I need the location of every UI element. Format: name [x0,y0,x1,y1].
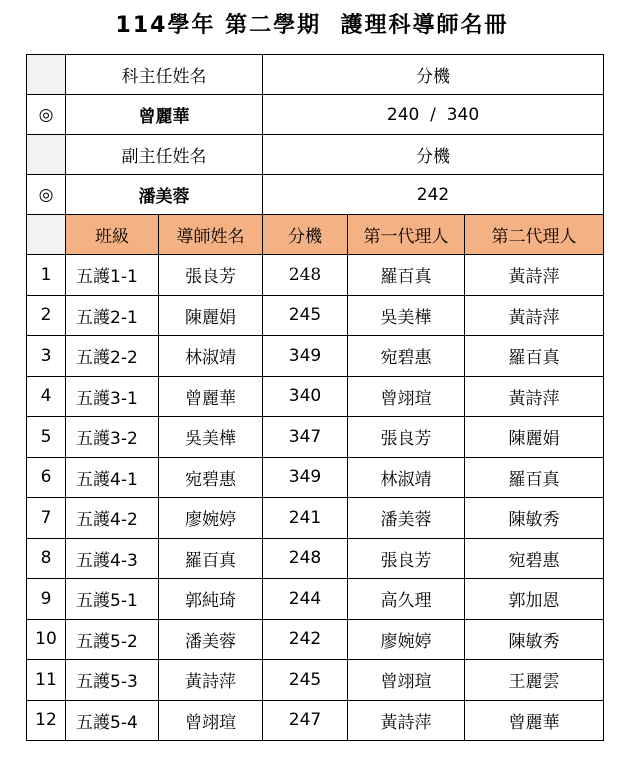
tutor-name: 陳麗娟 [159,295,263,336]
row-number: 2 [27,295,66,336]
tutor-ext: 245 [263,660,348,701]
first-deputy: 曾翊瑄 [348,376,465,417]
tutor-ext: 248 [263,255,348,296]
second-deputy: 羅百真 [465,336,604,377]
class-name: 五護5-2 [66,619,159,660]
tutor-ext: 247 [263,700,348,741]
class-name: 五護5-1 [66,579,159,620]
second-deputy: 曾麗華 [465,700,604,741]
class-name: 五護2-2 [66,336,159,377]
second-deputy: 郭加恩 [465,579,604,620]
vice-header-row [27,135,604,175]
first-deputy: 黃詩萍 [348,700,465,741]
table-row [27,457,604,498]
table-row [27,660,604,701]
second-deputy: 陳麗娟 [465,417,604,458]
class-name: 五護5-3 [66,660,159,701]
row-number: 9 [27,579,66,620]
blank-cell [27,135,66,175]
blank-cell [27,55,66,95]
vice-ext-label: 分機 [263,135,604,175]
first-deputy: 林淑靖 [348,457,465,498]
class-name: 五護3-2 [66,417,159,458]
first-deputy: 曾翊瑄 [348,660,465,701]
director-ext: 240 / 340 [263,95,604,135]
col-header-class: 班級 [66,215,159,255]
second-deputy: 王麗雲 [465,660,604,701]
class-name: 五護5-4 [66,700,159,741]
col-header-tutor: 導師姓名 [159,215,263,255]
tutor-name: 羅百真 [159,538,263,579]
table-row [27,295,604,336]
vice-label: 副主任姓名 [66,135,263,175]
class-name: 五護3-1 [66,376,159,417]
second-deputy: 黃詩萍 [465,295,604,336]
second-deputy: 宛碧惠 [465,538,604,579]
tutor-ext: 347 [263,417,348,458]
class-name: 五護4-1 [66,457,159,498]
first-deputy: 張良芳 [348,538,465,579]
page-title: 114學年 第二學期 護理科導師名冊 [115,13,509,38]
tutor-ext: 340 [263,376,348,417]
director-label: 科主任姓名 [66,55,263,95]
first-deputy: 宛碧惠 [348,336,465,377]
col-header-ext: 分機 [263,215,348,255]
class-name: 五護4-2 [66,498,159,539]
vice-row [27,175,604,215]
director-header-row [27,55,604,95]
first-deputy: 張良芳 [348,417,465,458]
row-number: 12 [27,700,66,741]
first-deputy: 吳美樺 [348,295,465,336]
first-deputy: 潘美蓉 [348,498,465,539]
row-number: 3 [27,336,66,377]
row-number: 8 [27,538,66,579]
table-row [27,700,604,741]
tutor-ext: 244 [263,579,348,620]
tutor-name: 張良芳 [159,255,263,296]
second-deputy: 羅百真 [465,457,604,498]
tutor-ext: 245 [263,295,348,336]
class-name: 五護2-1 [66,295,159,336]
tutor-name: 林淑靖 [159,336,263,377]
first-deputy: 高久理 [348,579,465,620]
col-header-first-deputy: 第一代理人 [348,215,465,255]
ext-label: 分機 [263,55,604,95]
table-row [27,336,604,377]
second-deputy: 陳敏秀 [465,498,604,539]
vice-name: 潘美蓉 [66,175,263,215]
tutor-name: 曾翊瑄 [159,700,263,741]
table-row [27,417,604,458]
column-header-row [27,215,604,255]
row-number: 10 [27,619,66,660]
tutor-name: 郭純琦 [159,579,263,620]
col-header-second-deputy: 第二代理人 [465,215,604,255]
tutor-ext: 241 [263,498,348,539]
blank-cell [27,215,66,255]
table-row [27,498,604,539]
table-row [27,579,604,620]
second-deputy: 陳敏秀 [465,619,604,660]
row-number: 7 [27,498,66,539]
vice-mark-icon: ◎ [27,175,66,215]
second-deputy: 黃詩萍 [465,255,604,296]
tutor-name: 黃詩萍 [159,660,263,701]
table-row [27,255,604,296]
tutor-name: 吳美樺 [159,417,263,458]
director-mark-icon: ◎ [27,95,66,135]
tutor-ext: 242 [263,619,348,660]
tutor-name: 廖婉婷 [159,498,263,539]
first-deputy: 廖婉婷 [348,619,465,660]
class-name: 五護4-3 [66,538,159,579]
table-row [27,538,604,579]
tutor-roster-table [26,54,604,741]
second-deputy: 黃詩萍 [465,376,604,417]
director-row [27,95,604,135]
class-name: 五護1-1 [66,255,159,296]
director-name: 曾麗華 [66,95,263,135]
tutor-ext: 349 [263,457,348,498]
row-number: 1 [27,255,66,296]
first-deputy: 羅百真 [348,255,465,296]
tutor-name: 曾麗華 [159,376,263,417]
tutor-ext: 248 [263,538,348,579]
row-number: 6 [27,457,66,498]
row-number: 5 [27,417,66,458]
vice-ext: 242 [263,175,604,215]
tutor-name: 潘美蓉 [159,619,263,660]
table-row [27,619,604,660]
tutor-ext: 349 [263,336,348,377]
tutor-name: 宛碧惠 [159,457,263,498]
row-number: 11 [27,660,66,701]
row-number: 4 [27,376,66,417]
table-row [27,376,604,417]
